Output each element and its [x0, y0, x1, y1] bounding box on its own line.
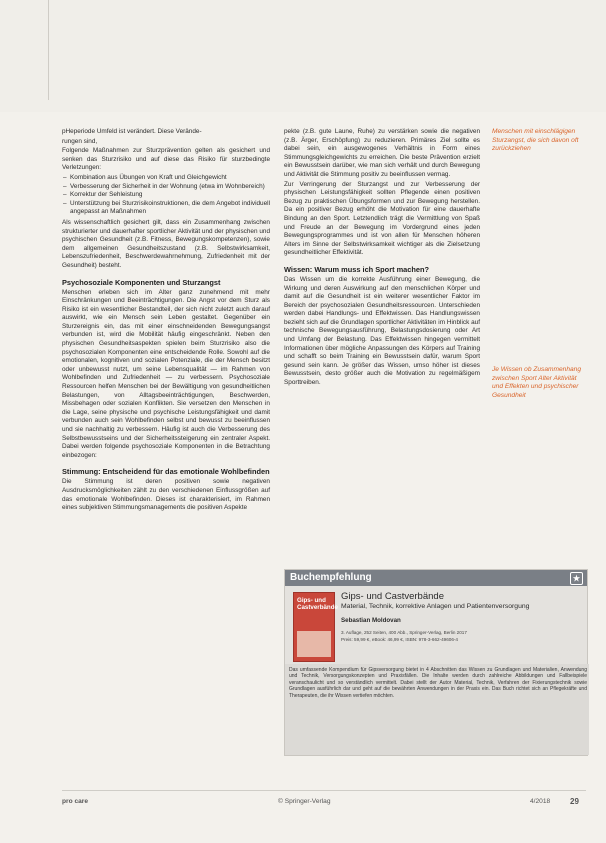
list-item: – Kombination aus Übungen von Kraft und Gleichgewicht [70, 174, 270, 183]
book-author: Sebastian Moldovan [341, 617, 401, 624]
book-subtitle: Material, Technik, korrektive Anlagen und Patientenversorgung [341, 603, 530, 610]
measures-list [62, 174, 270, 217]
box-header-title: Buchempfehlung [290, 572, 372, 583]
body-paragraph: Die Stimmung ist deren positiven sowie negativen Ausdrucksmöglichkeiten zählt zu den verschiedenen Einflussgrößen auf das emotionale Wohlbefinden. Dieses ist charakterisiert, im Rahmen eines subjektiven Stimmungsmanagements die positiven Aspekte [62, 478, 270, 512]
measures-intro: Folgende Maßnahmen zur Sturzprävention gelten als gesichert und senken das Sturzrisiko und auf diese das Risiko für sturzbedingte Verletzungen: [62, 147, 270, 172]
book-meta-1: 3. Auflage, 252 Seiten, 400 Abb., Springer-Verlag, Berlin 2017 [341, 630, 467, 635]
book-info [341, 592, 579, 642]
margin-note: Je Wissen ob Zusammenhang zwischen Sport Alter Aktivität und Effekten und psychischer Gesundheit [492, 366, 581, 399]
page-number: 29 [570, 797, 579, 806]
book-description: Das umfassende Kompendium für Gipsversorgung bietet in 4 Abschnitten das Wissen zu Grundlagen und Materialien, Anwendung und Technik, Versorgungskonzepten und Praxisfällen. Die Inhalte werden durch zahlreiche Abbildungen und Fallbeispiele veranschaulicht und so verständlich vermittelt. Dabei stellt der Autor Material, Technik, Verfahren der Fixierungstechnik sowie Grundlagen ausführlich dar und geht auf die bewährten Anwendungen in der Praxis ein. Das Buch richtet sich an Pflegekräfte und Therapeuten, die ihr Wissen vertiefen möchten. [285, 664, 589, 755]
section-heading: Psychosoziale Komponenten und Sturzangst [62, 277, 221, 287]
list-item: – Unterstützung bei Sturzrisikoinstruktionen, die dem Angebot individuell angepasst an Maßnahmen [70, 200, 270, 217]
list-item: – Verbesserung der Sicherheit in der Wohnung (etwa im Wohnbereich) [70, 183, 270, 192]
margin-note: Menschen mit einschlägigen Sturzangst, die sich davon oft zurückziehen [492, 128, 579, 153]
body-paragraph: Das Wissen um die korrekte Ausführung einer Bewegung, die Wirkung und deren Auswirkung auf den menschlichen Körper und damit auf die Gesundheit ist ein weiterer wesentlicher Faktor im Bereich der psychosozialen Gesundheitsressourcen. Unterschieden werden dabei Handlungs- und Effektwissen. Das Handlungswissen bezieht sich auf die Grundlagen sportlicher Aktivitäten im Hinblick auf technische Bewegungsausführung, Belastungsdosierung oder Art und Umfang der Belastung. Das Effektwissen hingegen vermittelt Informationen über mögliche Anpassungen des Körpers auf Training und schafft so beim Training ein Bewusstsein dafür, warum Sport gesund sein kann. Je größer das Wissen, umso höher ist dieses Bewusstsein, desto größer auch die Motivation zu regelmäßigem Sporttreiben. [284, 275, 480, 387]
book-cover-image [293, 592, 338, 662]
body-paragraph: Menschen erleben sich im Alter ganz zunehmend mit mehr Einschränkungen und Beeinträchtigungen. Die Angst vor dem Sturz als Risiko ist ein wesentlicher Bestandteil, der sich nicht zuletzt auch darauf auswirkt, wie ein Mensch sein Leben gestaltet. Gegenüber ein Sturzereignis ein, das mit einer einschneidenden Bewegungsangst verbunden ist, wird die Mobilität häufig eingeschränkt. Neben den physischen Gesundheitsaspekten spielen beim Sturzrisiko also die psychosozialen Komponenten eine entscheidende Rolle. Sowohl auf die emotionalen, kognitiven und sozialen Potenziale, die der Mensch besitzt oder unbewusst nutzt, um seine Lebensqualität — im Rahmen von Wohlbefinden und Zufriedenheit — zu verbessern. Psychosoziale Ressourcen helfen Menschen bei der Bewältigung von gesundheitlichen Belastungen, von Alltagsbeeinträchtigungen, Beschwerden, Missbehagen oder sozialen Konflikten. Sie versetzen den Menschen in die Lage, seine physische und psychische Leistungsfähigkeit und damit verbunden auch sein Wohlbefinden selbst und bewusst zu beeinflussen und sie nachhaltig zu verbessern. Häufig ist auch die Verbesserung des Selbstbewusstseins und der Sicherheitssteigerung ein zentraler Aspekt. Dabei werden folgende psychosoziale Komponenten in die Betrachtung einbezogen: [62, 288, 270, 459]
section-heading: Wissen: Warum muss ich Sport machen? [284, 264, 430, 274]
middle-column [284, 128, 480, 389]
book-title: Gips- und Castverbände [341, 591, 444, 602]
intro-line-1: pHeperiode Umfeld ist verändert. Diese Verände- [62, 128, 202, 135]
body-paragraph: Zur Verringerung der Sturzangst und zur Verbesserung der physischen Leistungsfähigkeit sollten Pflegende einen positiven Bezug zu praktischen Übungsformen und zur Bewegung herstellen. Da ein positiver Bezug erhöht die Motivation für eine dauerhafte Bindung an den Sport. Letztendlich trägt die Vermittlung von Spaß und Freude an der Bewegung im Vordergrund eines jeden Bewegungsprogrammes und ist von allen für Menschen höheren Alters im Sinne der Selbstwirksamkeit wichtiger als die Zielsetzung gesundheitlicher Effektivität. [284, 180, 480, 257]
issue-number: 4/2018 [530, 798, 551, 805]
body-paragraph: Als wissenschaftlich gesichert gilt, dass ein Zusammenhang zwischen strukturierter und dauerhafter sportlicher Aktivität und der physischen und psychischen Gesundheit (z.B. Fitness, Bewegungskompetenzen), sowie dem allgemeinen Gesundheitszustand (z.B. Selbstwirksamkeit, Lebenszufriedenheit, Beschwerdewahrnehmung, Zufriedenheit mit der Gesundheit) besteht. [62, 218, 270, 269]
book-cover-photo [297, 631, 331, 657]
section-heading: Stimmung: Entscheidend für das emotionale Wohlbefinden [62, 467, 270, 477]
journal-name: pro care [62, 798, 89, 805]
book-recommendation-box [284, 569, 588, 756]
intro-line-2: rungen sind, [62, 137, 98, 145]
box-header [285, 570, 587, 586]
bookmark-icon: ★ [570, 572, 583, 585]
footer-rule [62, 790, 586, 791]
book-cover-title: Gips- und Castverbände [297, 597, 338, 611]
body-paragraph: pekte (z.B. gute Laune, Ruhe) zu verstärken sowie die negativen (z.B. Ärger, Erschöpfung) zu reduzieren. Primäres Ziel sollte es dabei sein, ein ausgewogenes Verhältnis in Form eines Stimmungsgleichgewichts zu erreichen. Die beste Prävention erzielt ein Bewusstsein darüber, wie man sich verhält und durch Bewegung und Aktivität die Stimmung positiv zu beeinflussen vermag. [284, 128, 480, 178]
publisher: © Springer-Verlag [278, 798, 331, 805]
book-meta-2: Preis: 59,99 €, eBook: 46,99 €, ISBN: 978-3-662-49606-4 [341, 636, 458, 642]
page-footer [0, 798, 606, 812]
left-column [62, 128, 270, 514]
list-item: – Korrektur der Sehleistung [70, 191, 270, 200]
